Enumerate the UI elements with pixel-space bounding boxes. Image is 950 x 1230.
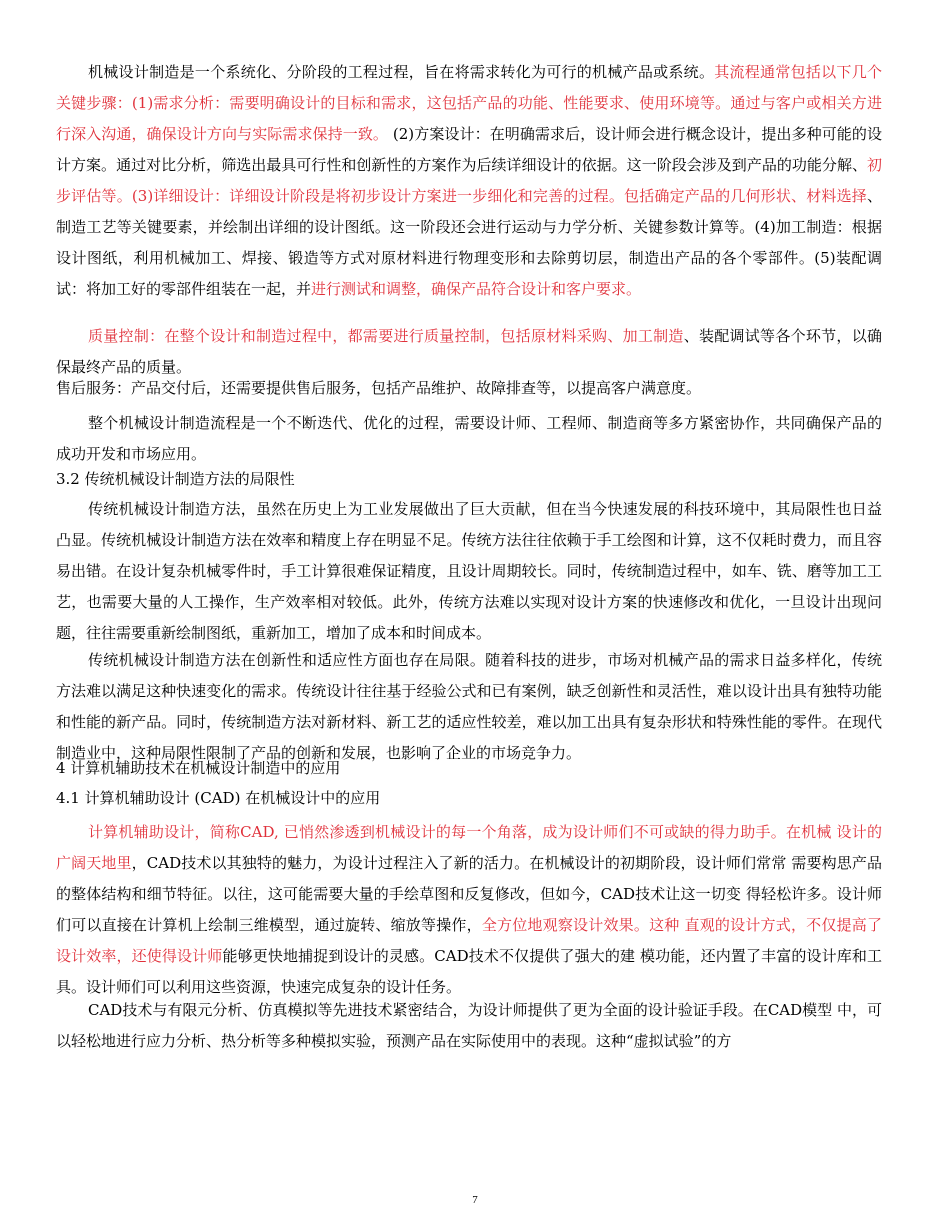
section-heading-4-1: 4.1 计算机辅助设计 (CAD) 在机械设计中的应用 [56, 789, 381, 807]
text-span: 机械设计制造是一个系统化、分阶段的工程过程，旨在将需求转化为可行的机械产品或系统。 [88, 63, 715, 81]
paragraph-cad-simulation: CAD技术与有限元分析、仿真模拟等先进技术紧密结合，为设计师提供了更为全面的设计验证手段。在CAD模型 中，可以轻松地进行应力分析、热分析等多种模拟实验，预测产品在实际使用中的表现。这种“虚拟试验”的方 [56, 1001, 882, 1050]
text-span: 、制造工艺等关键要素，并绘制出详细的设计图纸。这一阶段还会进行运动与力学分析、关键参数计算等。(4)加工制造：根据设计图纸，利用机械加工、焊接、锻造等方式对原材料进行物理变形和去除剪切层，制造出产品的各个零部件。(5)装配调试：将加工好的零部件组装在一起，并 [56, 187, 882, 298]
highlighted-text-span: 计算机辅助设计，简称CAD, 已悄然渗透到机械设计的每一个角落，成为设计师们不可或缺的得力助手。在机械 设计的广阔天地里 [56, 823, 882, 872]
paragraph-quality-control [56, 321, 882, 383]
text-span: (2)方案设计：在明确需求后，设计师会进行概念设计，提出多种可能的设计方案。通过对比分析，筛选出最具可行性和创新性的方案作为后续详细设计的依据。这一阶段会涉及到产品的功能分解、 [56, 125, 882, 174]
paragraph-limitations-innovation: 传统机械设计制造方法在创新性和适应性方面也存在局限。随着科技的进步，市场对机械产品的需求日益多样化，传统方法难以满足这种快速变化的需求。传统设计往往基于经验公式和已有案例，缺乏创新性和灵活性，难以设计出具有独特功能和性能的新产品。同时，传统制造方法对新材料、新工艺的适应性较差，难以加工出具有复杂形状和特殊性能的零件。在现代制造业中，这种局限性限制了产品的创新和发展，也影响了企业的市场竞争力。 [56, 651, 882, 762]
text-span: ，CAD技术以其独特的魅力，为设计过程注入了新的活力。在机械设计的初期阶段，设计师们常常 需要构思产品的整体结构和细节特征。以往，这可能需要大量的手绘草图和反复修改，但如今，CAD技术让这一切变 得轻松许多。设计师们可以直接在计算机上绘制三维模型，通过旋转、缩放等操作， [56, 854, 882, 934]
text-span: 能够更快地捕捉到设计的灵感。CAD技术不仅提供了强大的建 模功能，还内置了丰富的设计库和工具。设计师们可以利用这些资源，快速完成复杂的设计任务。 [56, 947, 882, 996]
paragraph-cad-intro [56, 817, 882, 1003]
highlighted-text-span: 初步评估等。(3)详细设计：详细设计阶段是将初步设计方案进一步细化和完善的过程。包括确定产品的几何形状、材料选择 [56, 156, 882, 205]
paragraph-after-sales: 售后服务：产品交付后，还需要提供售后服务，包括产品维护、故障排查等，以提高客户满意度。 [56, 379, 702, 397]
paragraph-limitations-efficiency: 传统机械设计制造方法，虽然在历史上为工业发展做出了巨大贡献，但在当今快速发展的科技环境中，其局限性也日益凸显。传统机械设计制造方法在效率和精度上存在明显不足。传统方法往往依赖于手工绘图和计算，这不仅耗时费力，而且容易出错。在设计复杂机械零件时，手工计算很难保证精度，且设计周期较长。同时，传统制造过程中，如车、铣、磨等加工工艺，也需要大量的人工操作，生产效率相对较低。此外，传统方法难以实现对设计方案的快速修改和优化，一旦设计出现问题，往往需要重新绘制图纸，重新加工，增加了成本和时间成本。 [56, 500, 882, 642]
paragraph-design-process [56, 57, 882, 305]
paragraph-iteration: 整个机械设计制造流程是一个不断迭代、优化的过程，需要设计师、工程师、制造商等多方紧密协作，共同确保产品的成功开发和市场应用。 [56, 414, 882, 463]
page-number: 7 [472, 1194, 478, 1206]
highlighted-text-span: 其流程通常包括以下几个关键步骤：(1)需求分析：需要明确设计的目标和需求，这包括产品的功能、性能要求、使用环境等。通过与客户或相关方进行深入沟通，确保设计方向与实际需求保持一致。 [56, 63, 882, 143]
highlighted-text-span: 全方位地观察设计效果。这种 直观的设计方式，不仅提高了设计效率，还使得设计师 [56, 916, 882, 965]
highlighted-text-span: 进行测试和调整，确保产品符合设计和客户要求。 [311, 280, 642, 298]
section-heading-4: 4 计算机辅助技术在机械设计制造中的应用 [56, 759, 341, 777]
highlighted-text-span: 质量控制：在整个设计和制造过程中，都需要进行质量控制，包括原材料采购、加工制造 [88, 327, 684, 345]
text-span: 、装配调试等各个环节，以确保最终产品的质量。 [56, 327, 882, 376]
section-heading-3-2: 3.2 传统机械设计制造方法的局限性 [56, 470, 295, 488]
